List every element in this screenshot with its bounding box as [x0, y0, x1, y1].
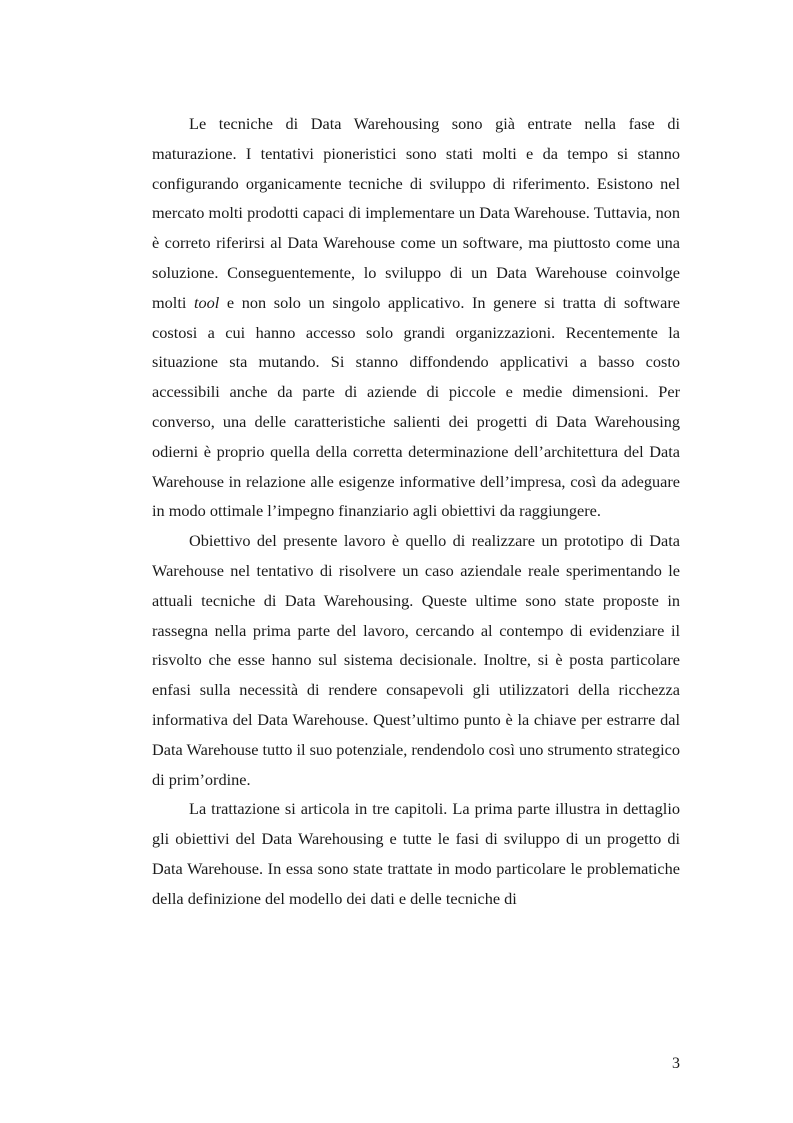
paragraph-1-text-start: Le tecniche di Data Warehousing sono già entrate nella fase di maturazione. I tentativi pioneristici sono stati molti e da tempo si stanno configurando organicamente tecniche di sviluppo di riferimento. Esistono nel mercato molti prodotti capaci di implementare un Data Warehouse. Tuttavia, non è correto riferirsi al Data Warehouse come un software, ma piuttosto come una soluzione. Conseguentemente, lo sviluppo di un Data Warehouse coinvolge molti	[152, 114, 680, 312]
paragraph-1	[152, 109, 680, 526]
italic-term: tool	[193, 292, 220, 312]
page-body	[152, 109, 680, 914]
page-number: 3	[672, 1055, 680, 1072]
paragraph-2: Obiettivo del presente lavoro è quello di realizzare un prototipo di Data Warehouse nel tentativo di risolvere un caso aziendale reale sperimentando le attuali tecniche di Data Warehousing. Queste ultime sono state proposte in rassegna nella prima parte del lavoro, cercando al contempo di evidenziare il risvolto che esse hanno sul sistema decisionale. Inoltre, si è posta particolare enfasi sulla necessità di rendere consapevoli gli utilizzatori della ricchezza informativa del Data Warehouse. Quest’ultimo punto è la chiave per estrarre dal Data Warehouse tutto il suo potenziale, rendendolo così uno strumento strategico di prim’ordine.	[152, 531, 680, 789]
paragraph-1-text-end: e non solo un singolo applicativo. In genere si tratta di software costosi a cui hanno accesso solo grandi organizzazioni. Recentemente la situazione sta mutando. Si stanno diffondendo applicativi a basso costo accessibili anche da parte di aziende di piccole e medie dimensioni. Per converso, una delle caratteristiche salienti dei progetti di Data Warehousing odierni è proprio quella della corretta determinazione dell’architettura del Data Warehouse in relazione alle esigenze informative dell’impresa, così da adeguare in modo ottimale l’impegno finanziario agli obiettivi da raggiungere.	[152, 292, 680, 521]
paragraph-3: La trattazione si articola in tre capitoli. La prima parte illustra in dettaglio gli obiettivi del Data Warehousing e tutte le fasi di sviluppo di un progetto di Data Warehouse. In essa sono state trattate in modo particolare le problematiche della definizione del modello dei dati e delle tecniche di	[152, 799, 680, 908]
